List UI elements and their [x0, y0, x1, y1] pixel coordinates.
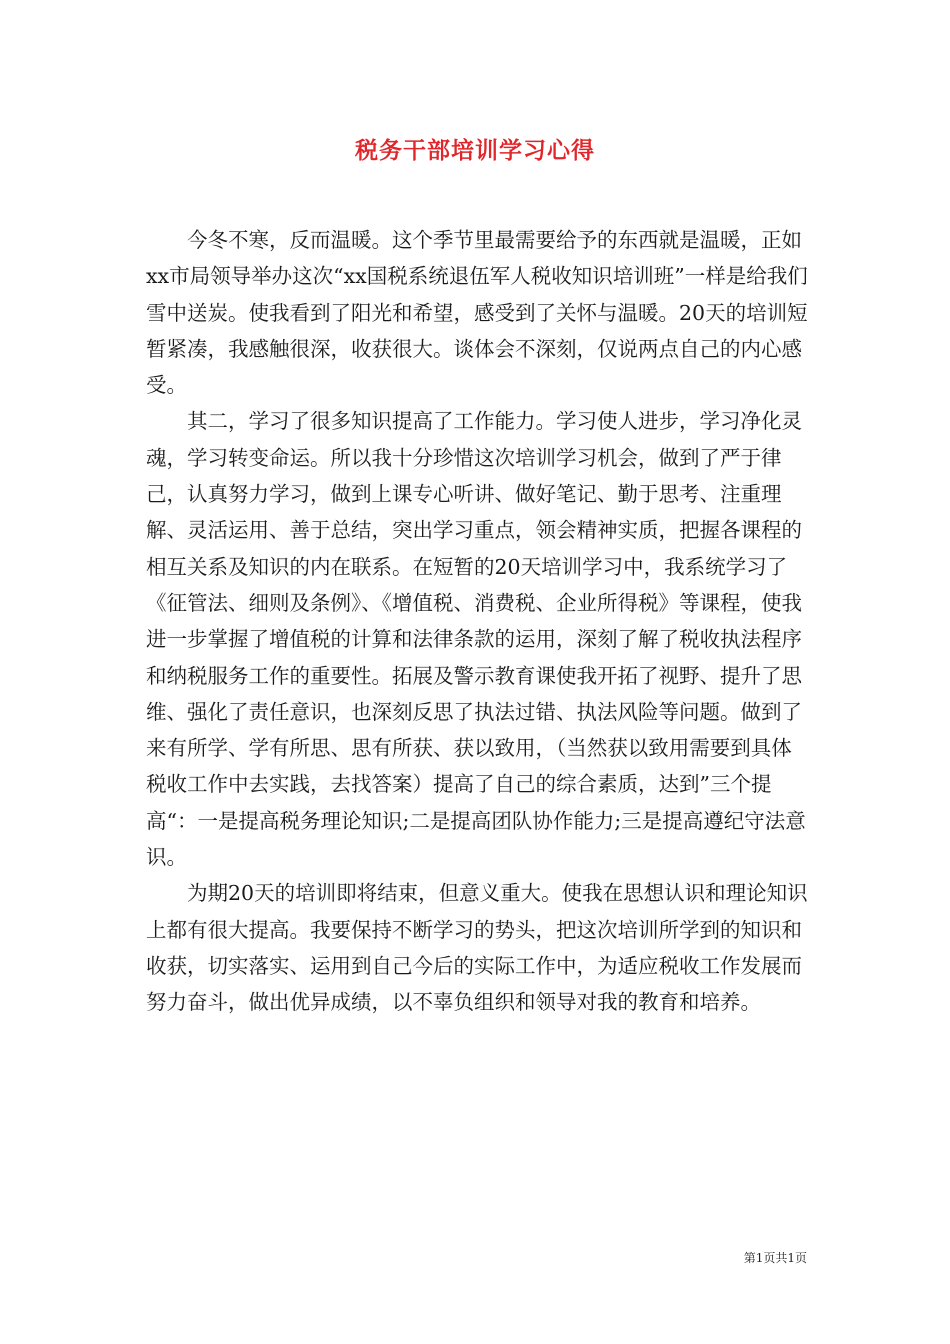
paragraph-2: 其二，学习了很多知识提高了工作能力。学习使人进步，学习净化灵魂，学习转变命运。所以我十分珍惜这次培训学习机会，做到了严于律己，认真努力学习，做到上课专心听讲、做好笔记、勤于思考、注重理解、灵活运用、善于总结，突出学习重点，领会精神实质，把握各课程的相互关系及知识的内在联系。在短暂的20天培训学习中，我系统学习了《征管法、细则及条例》、《增值税、消费税、企业所得税》等课程，使我进一步掌握了增值税的计算和法律条款的运用，深刻了解了税收执法程序和纳税服务工作的重要性。拓展及警示教育课使我开拓了视野、提升了思维、强化了责任意识，也深刻反思了执法过错、执法风险等问题。做到了来有所学、学有所思、思有所获、获以致用，（当然获以致用需要到具体税收工作中去实践，去找答案）提高了自己的综合素质，达到”三个提高“：一是提高税务理论知识;二是提高团队协作能力;三是提高遵纪守法意识。 — [146, 409, 806, 870]
paragraph-1: 今冬不寒，反而温暖。这个季节里最需要给予的东西就是温暖，正如xx市局领导举办这次“xx国税系统退伍军人税收知识培训班”一样是给我们雪中送炭。使我看到了阳光和希望，感受到了关怀与温暖。20天的培训短暂紧凑，我感触很深，收获很大。谈体会不深刻，仅说两点自己的内心感受。 — [146, 228, 808, 398]
page-number-footer: 第1页共1页 — [743, 1251, 807, 1265]
page-title: 税务干部培训学习心得 — [355, 137, 595, 164]
paragraph-3: 为期20天的培训即将结束，但意义重大。使我在思想认识和理论知识上都有很大提高。我要保持不断学习的势头，把这次培训所学到的知识和收获，切实落实、运用到自己今后的实际工作中，为适应税收工作发展而努力奋斗，做出优异成绩，以不辜负组织和领导对我的教育和培养。 — [146, 881, 808, 1015]
document-body — [146, 222, 810, 1021]
